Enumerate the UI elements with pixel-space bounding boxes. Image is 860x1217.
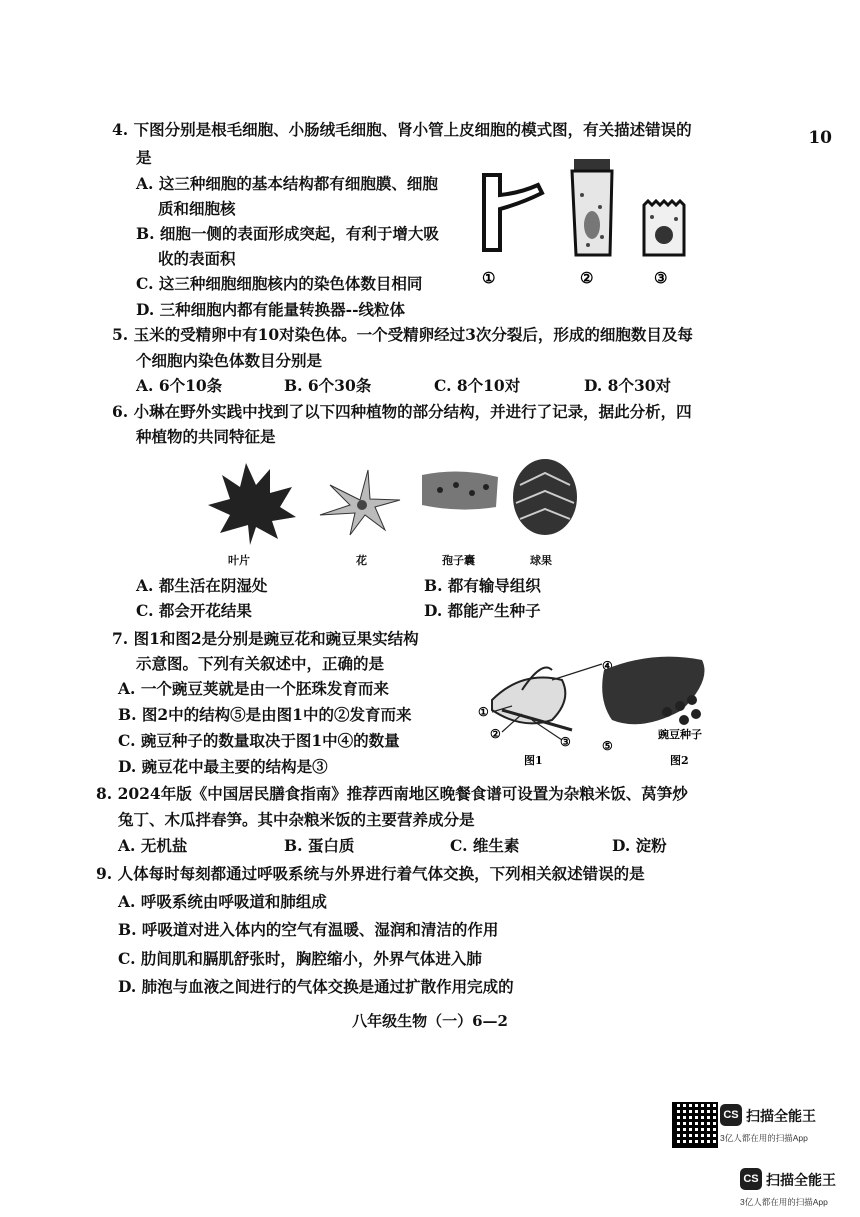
q7-stem-line1: 7. 图1和图2是分别是豌豆花和豌豆果实结构 — [112, 629, 419, 648]
q5-option-d: D. 8个30对 — [584, 376, 672, 395]
marker-4: ④ — [602, 659, 613, 673]
leaf-image — [208, 463, 296, 545]
q6-option-b: B. 都有输导组织 — [424, 576, 541, 595]
q8-option-d: D. 淀粉 — [612, 836, 667, 855]
cell-diagrams — [470, 155, 720, 290]
q4-option-c: C. 这三种细胞细胞核内的染色体数目相同 — [136, 274, 423, 293]
q9-stem: 9. 人体每时每刻都通过呼吸系统与外界进行着气体交换，下列相关叙述错误的是 — [96, 864, 645, 883]
q4-option-a-line1: A. 这三种细胞的基本结构都有细胞膜、细胞 — [136, 174, 438, 193]
q7-option-b: B. 图2中的结构⑤是由图1中的②发育而来 — [118, 705, 412, 724]
q5-option-a: A. 6个10条 — [136, 376, 223, 395]
q4-option-a-line2: 质和细胞核 — [158, 199, 236, 218]
q9-option-a: A. 呼吸系统由呼吸道和肺组成 — [118, 892, 327, 911]
cs-logo-icon: CS — [720, 1104, 742, 1126]
q4-stem-line1: 4. 下图分别是根毛细胞、小肠绒毛细胞、肾小管上皮细胞的模式图，有关描述错误的 — [112, 120, 692, 139]
watermark-tagline: 3亿人都在用的扫描App — [720, 1133, 808, 1143]
q9-option-b: B. 呼吸道对进入体内的空气有温暖、湿润和清洁的作用 — [118, 920, 499, 939]
fig2-label: 图2 — [670, 754, 689, 767]
q4-option-d: D. 三种细胞内都有能量转换器--线粒体 — [136, 300, 406, 319]
q4-stem-line2: 是 — [136, 148, 152, 167]
caption-leaf: 叶片 — [228, 554, 250, 567]
caption-flower: 花 — [356, 554, 367, 567]
watermark-app-name-bottom: 扫描全能王 — [766, 1172, 836, 1188]
root-hair-cell — [484, 175, 542, 250]
qr-code — [672, 1102, 718, 1148]
q8-option-c: C. 维生素 — [450, 836, 520, 855]
page-footer: 八年级生物（一）6—2 — [352, 1012, 508, 1030]
plant-structures — [200, 455, 600, 555]
q6-option-d: D. 都能产生种子 — [424, 601, 541, 620]
q9-option-d: D. 肺泡与血液之间进行的气体交换是通过扩散作用完成的 — [118, 977, 514, 996]
q8-stem-line1: 8. 2024年版《中国居民膳食指南》推荐西南地区晚餐食谱可设置为杂粮米饭、莴笋炒 — [96, 784, 688, 803]
q5-stem-line1: 5. 玉米的受精卵中有10对染色体。一个受精卵经过3次分裂后，形成的细胞数目及每 — [112, 325, 693, 344]
intestinal-cell — [572, 159, 612, 255]
marker-5: ⑤ — [602, 739, 613, 753]
watermark-app-name: 扫描全能王 — [746, 1108, 816, 1124]
tubule-cell — [644, 201, 684, 255]
fig1-label: 图1 — [524, 754, 543, 767]
pea-pod — [602, 657, 704, 725]
q6-stem-line2: 种植物的共同特征是 — [136, 427, 276, 446]
q8-option-a: A. 无机盐 — [118, 836, 188, 855]
cone-image — [513, 459, 577, 535]
cs-logo-icon-bottom: CS — [740, 1168, 762, 1190]
q5-option-b: B. 6个30条 — [284, 376, 372, 395]
q7-stem-line2: 示意图。下列有关叙述中，正确的是 — [136, 654, 385, 673]
q6-stem-line1: 6. 小琳在野外实践中找到了以下四种植物的部分结构，并进行了记录，据此分析，四 — [112, 402, 692, 421]
label-cell-1: ① — [482, 269, 496, 287]
q8-option-b: B. 蛋白质 — [284, 836, 355, 855]
q5-stem-line2: 个细胞内染色体数目分别是 — [136, 351, 323, 370]
pea-diagrams — [462, 640, 732, 770]
page-number: 10 — [808, 128, 832, 148]
q7-option-d: D. 豌豆花中最主要的结构是③ — [118, 757, 328, 776]
q7-option-a: A. 一个豌豆荚就是由一个胚珠发育而来 — [118, 679, 389, 698]
seed-label: 豌豆种子 — [658, 728, 702, 741]
caption-cone: 球果 — [530, 554, 552, 567]
q4-option-b-line1: B. 细胞一侧的表面形成突起，有利于增大吸 — [136, 224, 439, 243]
label-cell-2: ② — [580, 269, 594, 287]
flower-image — [320, 470, 400, 535]
caption-sporangium: 孢子囊 — [442, 554, 475, 567]
marker-2: ② — [490, 727, 501, 741]
marker-1: ① — [478, 705, 489, 719]
q7-option-c: C. 豌豆种子的数量取决于图1中④的数量 — [118, 731, 400, 750]
marker-3: ③ — [560, 735, 571, 749]
pea-flower — [492, 664, 602, 740]
label-cell-3: ③ — [654, 269, 668, 287]
q4-option-b-line2: 收的表面积 — [158, 249, 236, 268]
q6-option-c: C. 都会开花结果 — [136, 601, 252, 620]
watermark-tagline-bottom: 3亿人都在用的扫描App — [740, 1197, 828, 1207]
q5-option-c: C. 8个10对 — [434, 376, 521, 395]
sporangium-image — [422, 471, 498, 509]
q6-option-a: A. 都生活在阴湿处 — [136, 576, 268, 595]
q8-stem-line2: 兔丁、木瓜拌春笋。其中杂粮米饭的主要营养成分是 — [118, 810, 475, 829]
q9-option-c: C. 肋间肌和膈肌舒张时，胸腔缩小，外界气体进入肺 — [118, 949, 482, 968]
